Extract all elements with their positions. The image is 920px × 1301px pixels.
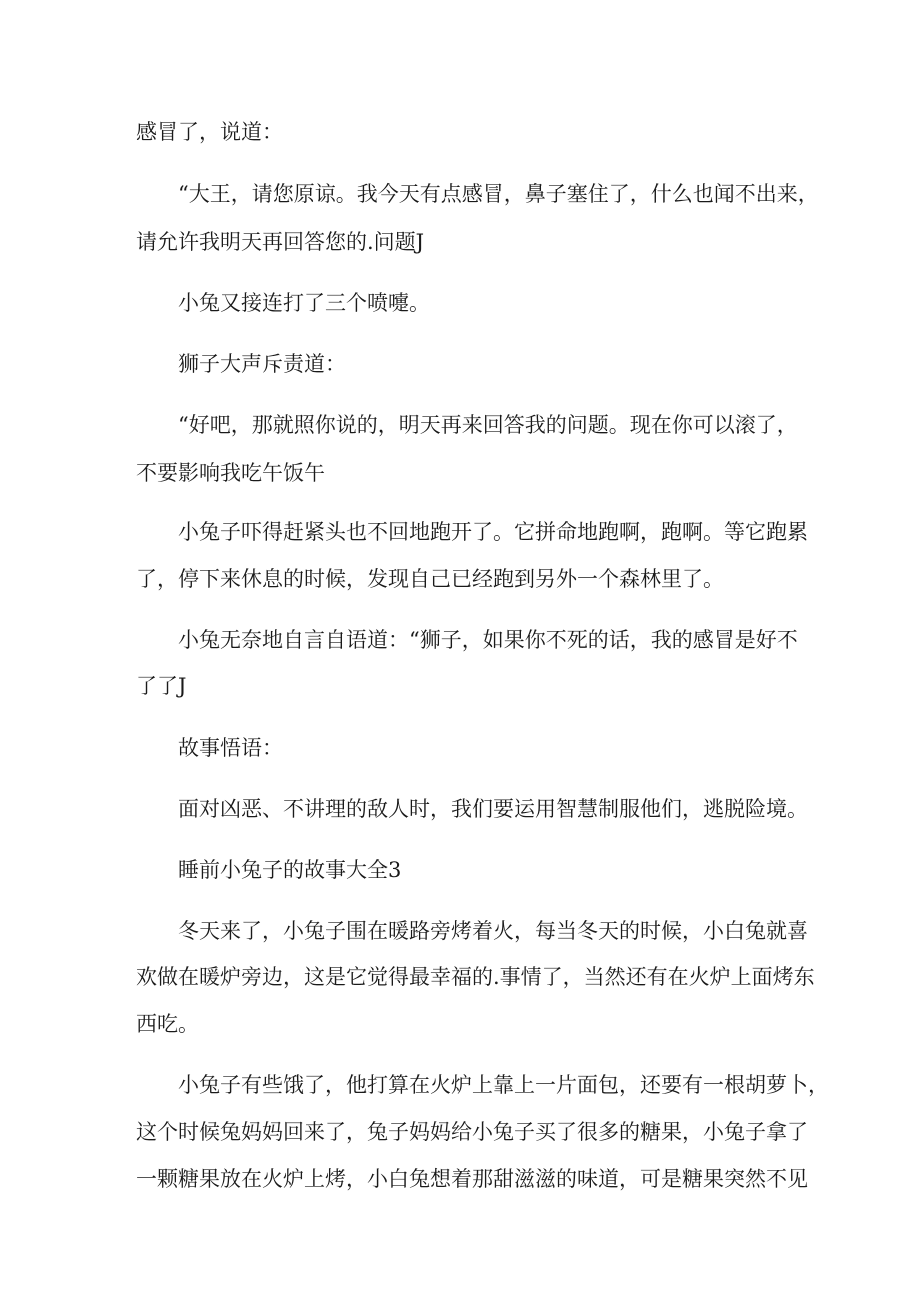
text-line: 一颗糖果放在火炉上烤，小白兔想着那甜滋滋的味道，可是糖果突然不见 xyxy=(136,1167,808,1191)
text-line: 西吃。 xyxy=(136,1012,199,1036)
text-line: 请允许我明天再回答您的.问题J xyxy=(136,230,425,254)
text-line: 了，停下来休息的时候，发现自己已经跑到另外一个森林里了。 xyxy=(136,567,724,591)
text-line: 狮子大声斥责道： xyxy=(178,352,346,376)
text-line: 小兔子吓得赶紧头也不回地跑开了。它拼命地跑啊，跑啊。等它跑累 xyxy=(178,520,808,544)
text-line: 了了J xyxy=(136,674,187,698)
text-line: “好吧，那就照你说的，明天再来回答我的问题。现在你可以滚了， xyxy=(178,413,798,437)
text-line: 感冒了，说道： xyxy=(136,120,283,144)
text-line: 小兔子有些饿了，他打算在火炉上靠上一片面包，还要有一根胡萝卜， xyxy=(178,1073,829,1097)
text-line: 故事悟语： xyxy=(178,736,283,760)
text-line: 小兔无奈地自言自语道：“狮子，如果你不死的话，我的感冒是好不 xyxy=(178,628,798,652)
text-line: 小兔又接连打了三个喷嚏。 xyxy=(178,291,430,315)
text-line: “大王，请您原谅。我今天有点感冒，鼻子塞住了，什么也闻不出来， xyxy=(178,182,819,206)
text-line: 不要影响我吃午饭午 xyxy=(136,461,325,485)
section-heading: 睡前小兔子的故事大全3 xyxy=(178,858,402,882)
text-line: 欢做在暖炉旁边，这是它觉得最幸福的.事情了，当然还有在火炉上面烤东 xyxy=(136,965,815,989)
text-line: 冬天来了，小兔子围在暖路旁烤着火，每当冬天的时候，小白兔就喜 xyxy=(178,919,808,943)
text-line: 这个时候兔妈妈回来了，兔子妈妈给小兔子买了很多的糖果，小兔子拿了 xyxy=(136,1120,808,1144)
text-line: 面对凶恶、不讲理的敌人时，我们要运用智慧制服他们，逃脱险境。 xyxy=(178,797,808,821)
